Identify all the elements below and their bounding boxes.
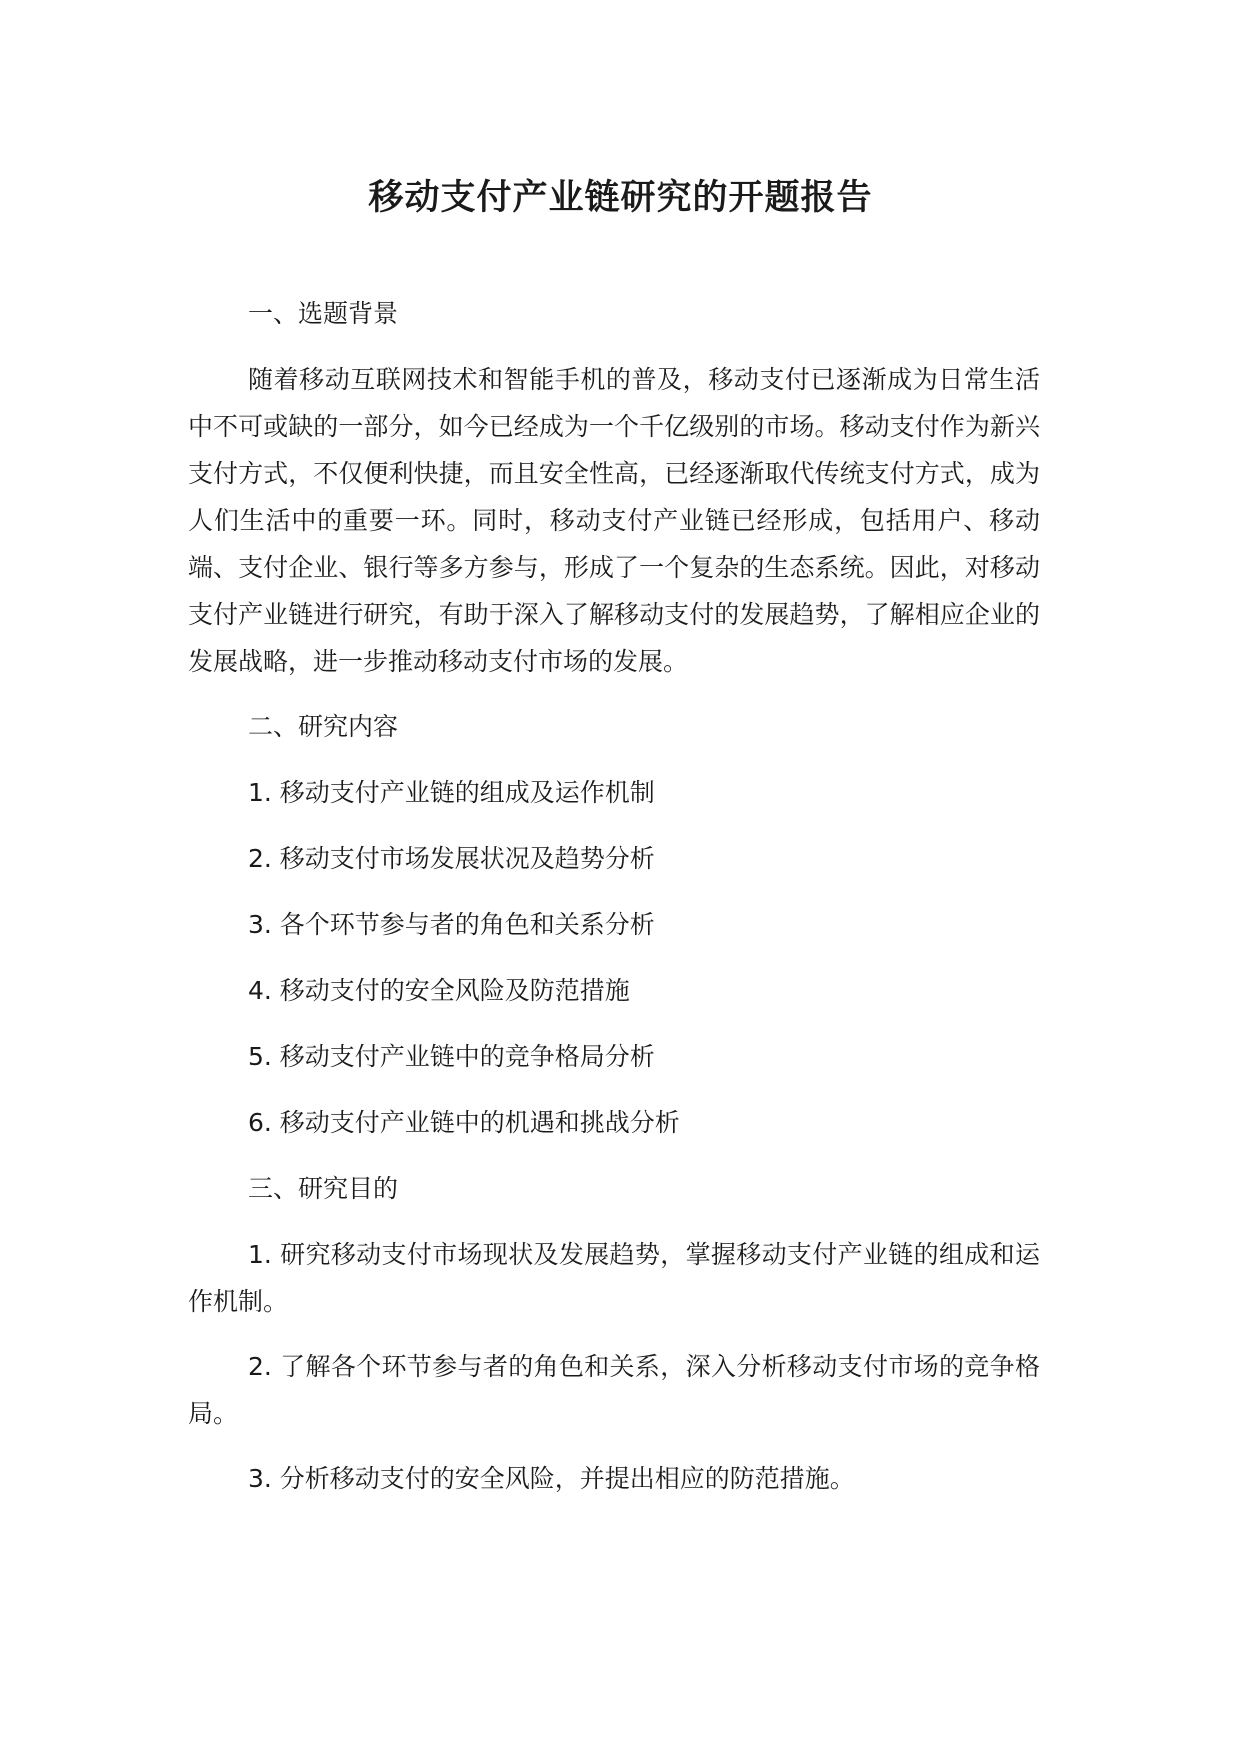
content-item: 3. 各个环节参与者的角色和关系分析 — [248, 910, 655, 939]
content-item: 1. 移动支付产业链的组成及运作机制 — [248, 778, 655, 807]
purpose-item: 1. 研究移动支付市场现状及发展趋势，掌握移动支付产业链的组成和运作机制。 — [188, 1240, 1040, 1316]
content-item: 2. 移动支付市场发展状况及趋势分析 — [248, 844, 655, 873]
section-heading-purpose: 三、研究目的 — [248, 1174, 399, 1203]
purpose-item: 3. 分析移动支付的安全风险，并提出相应的防范措施。 — [248, 1464, 855, 1493]
document-title: 移动支付产业链研究的开题报告 — [368, 178, 873, 218]
section-heading-content: 二、研究内容 — [248, 712, 399, 741]
background-paragraph: 随着移动互联网技术和智能手机的普及，移动支付已逐渐成为日常生活中不可或缺的一部分，如今已经成为一个千亿级别的市场。移动支付作为新兴支付方式，不仅便利快捷，而且安全性高，已经逐渐取代传统支付方式，成为人们生活中的重要一环。同时，移动支付产业链已经形成，包括用户、移动端、支付企业、银行等多方参与，形成了一个复杂的生态系统。因此，对移动支付产业链进行研究，有助于深入了解移动支付的发展趋势，了解相应企业的发展战略，进一步推动移动支付市场的发展。 — [188, 365, 1040, 676]
purpose-item: 2. 了解各个环节参与者的角色和关系，深入分析移动支付市场的竞争格局。 — [188, 1352, 1040, 1428]
section-heading-background: 一、选题背景 — [248, 299, 399, 328]
content-item: 6. 移动支付产业链中的机遇和挑战分析 — [248, 1108, 680, 1137]
document-body — [188, 290, 1040, 1502]
content-item: 5. 移动支付产业链中的竞争格局分析 — [248, 1042, 655, 1071]
content-item: 4. 移动支付的安全风险及防范措施 — [248, 976, 630, 1005]
